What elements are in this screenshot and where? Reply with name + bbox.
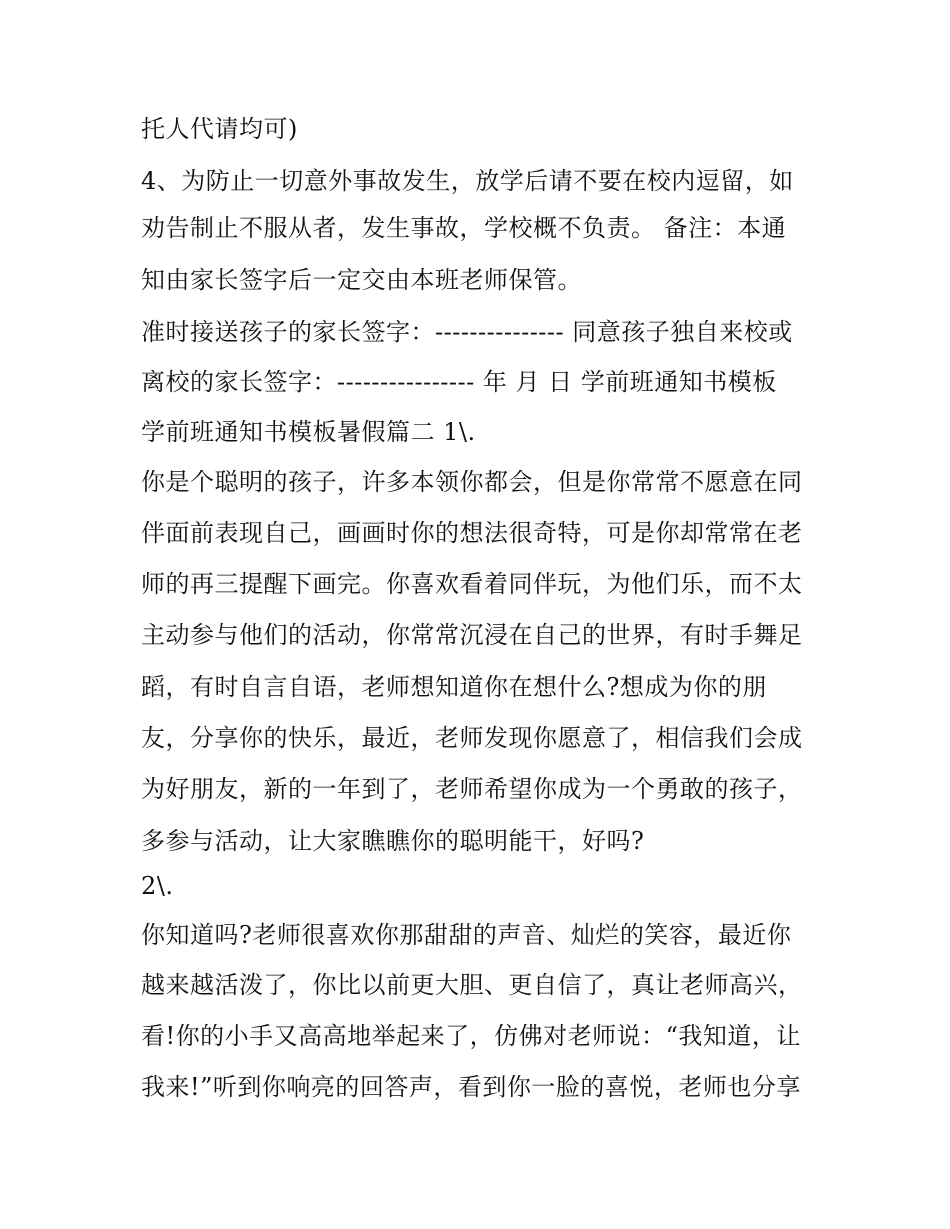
text-line: 我来!”听到你响亮的回答声，看到你一脸的喜悦，老师也分享: [141, 1073, 801, 1101]
text-line: 蹈，有时自言自语，老师想知道你在想什么?想成为你的朋: [141, 673, 767, 701]
text-line: 你是个聪明的孩子，许多本领你都会，但是你常常不愿意在同: [141, 468, 803, 496]
text-line: 你知道吗?老师很喜欢你那甜甜的声音、灿烂的笑容，最近你: [141, 921, 792, 949]
text-line: 为好朋友，新的一年到了，老师希望你成为一个勇敢的孩子，: [141, 775, 803, 803]
text-line: 伴面前表现自己，画画时你的想法很奇特，可是你却常常在老: [141, 519, 803, 547]
text-line: 准时接送孩子的家长签字：--------------- 同意孩子独自来校或: [141, 318, 793, 346]
text-line: 师的再三提醒下画完。你喜欢看着同伴玩，为他们乐，而不太: [141, 570, 803, 598]
text-line: 离校的家长签字：---------------- 年 月 日 学前班通知书模板: [141, 368, 777, 396]
text-line: 多参与活动，让大家瞧瞧你的聪明能干，好吗?: [141, 827, 645, 855]
text-line: 主动参与他们的活动，你常常沉浸在自己的世界，有时手舞足: [141, 621, 803, 649]
text-line: 知由家长签字后一定交由本班老师保管。: [141, 266, 582, 294]
text-line: 友，分享你的快乐，最近，老师发现你愿意了，相信我们会成: [141, 724, 803, 752]
text-line: 学前班通知书模板暑假篇二 1\.: [141, 418, 476, 446]
text-line: 托人代请均可): [141, 115, 298, 143]
text-line: 越来越活泼了，你比以前更大胆、更自信了，真让老师高兴，: [141, 971, 803, 999]
text-line: 2\.: [141, 872, 174, 900]
text-line: 4、为防止一切意外事故发生，放学后请不要在校内逗留，如: [141, 167, 794, 195]
text-line: 看!你的小手又高高地举起来了，仿佛对老师说：“我知道，让: [141, 1022, 801, 1050]
text-line: 劝告制止不服从者，发生事故，学校概不负责。 备注：本通: [141, 214, 787, 242]
